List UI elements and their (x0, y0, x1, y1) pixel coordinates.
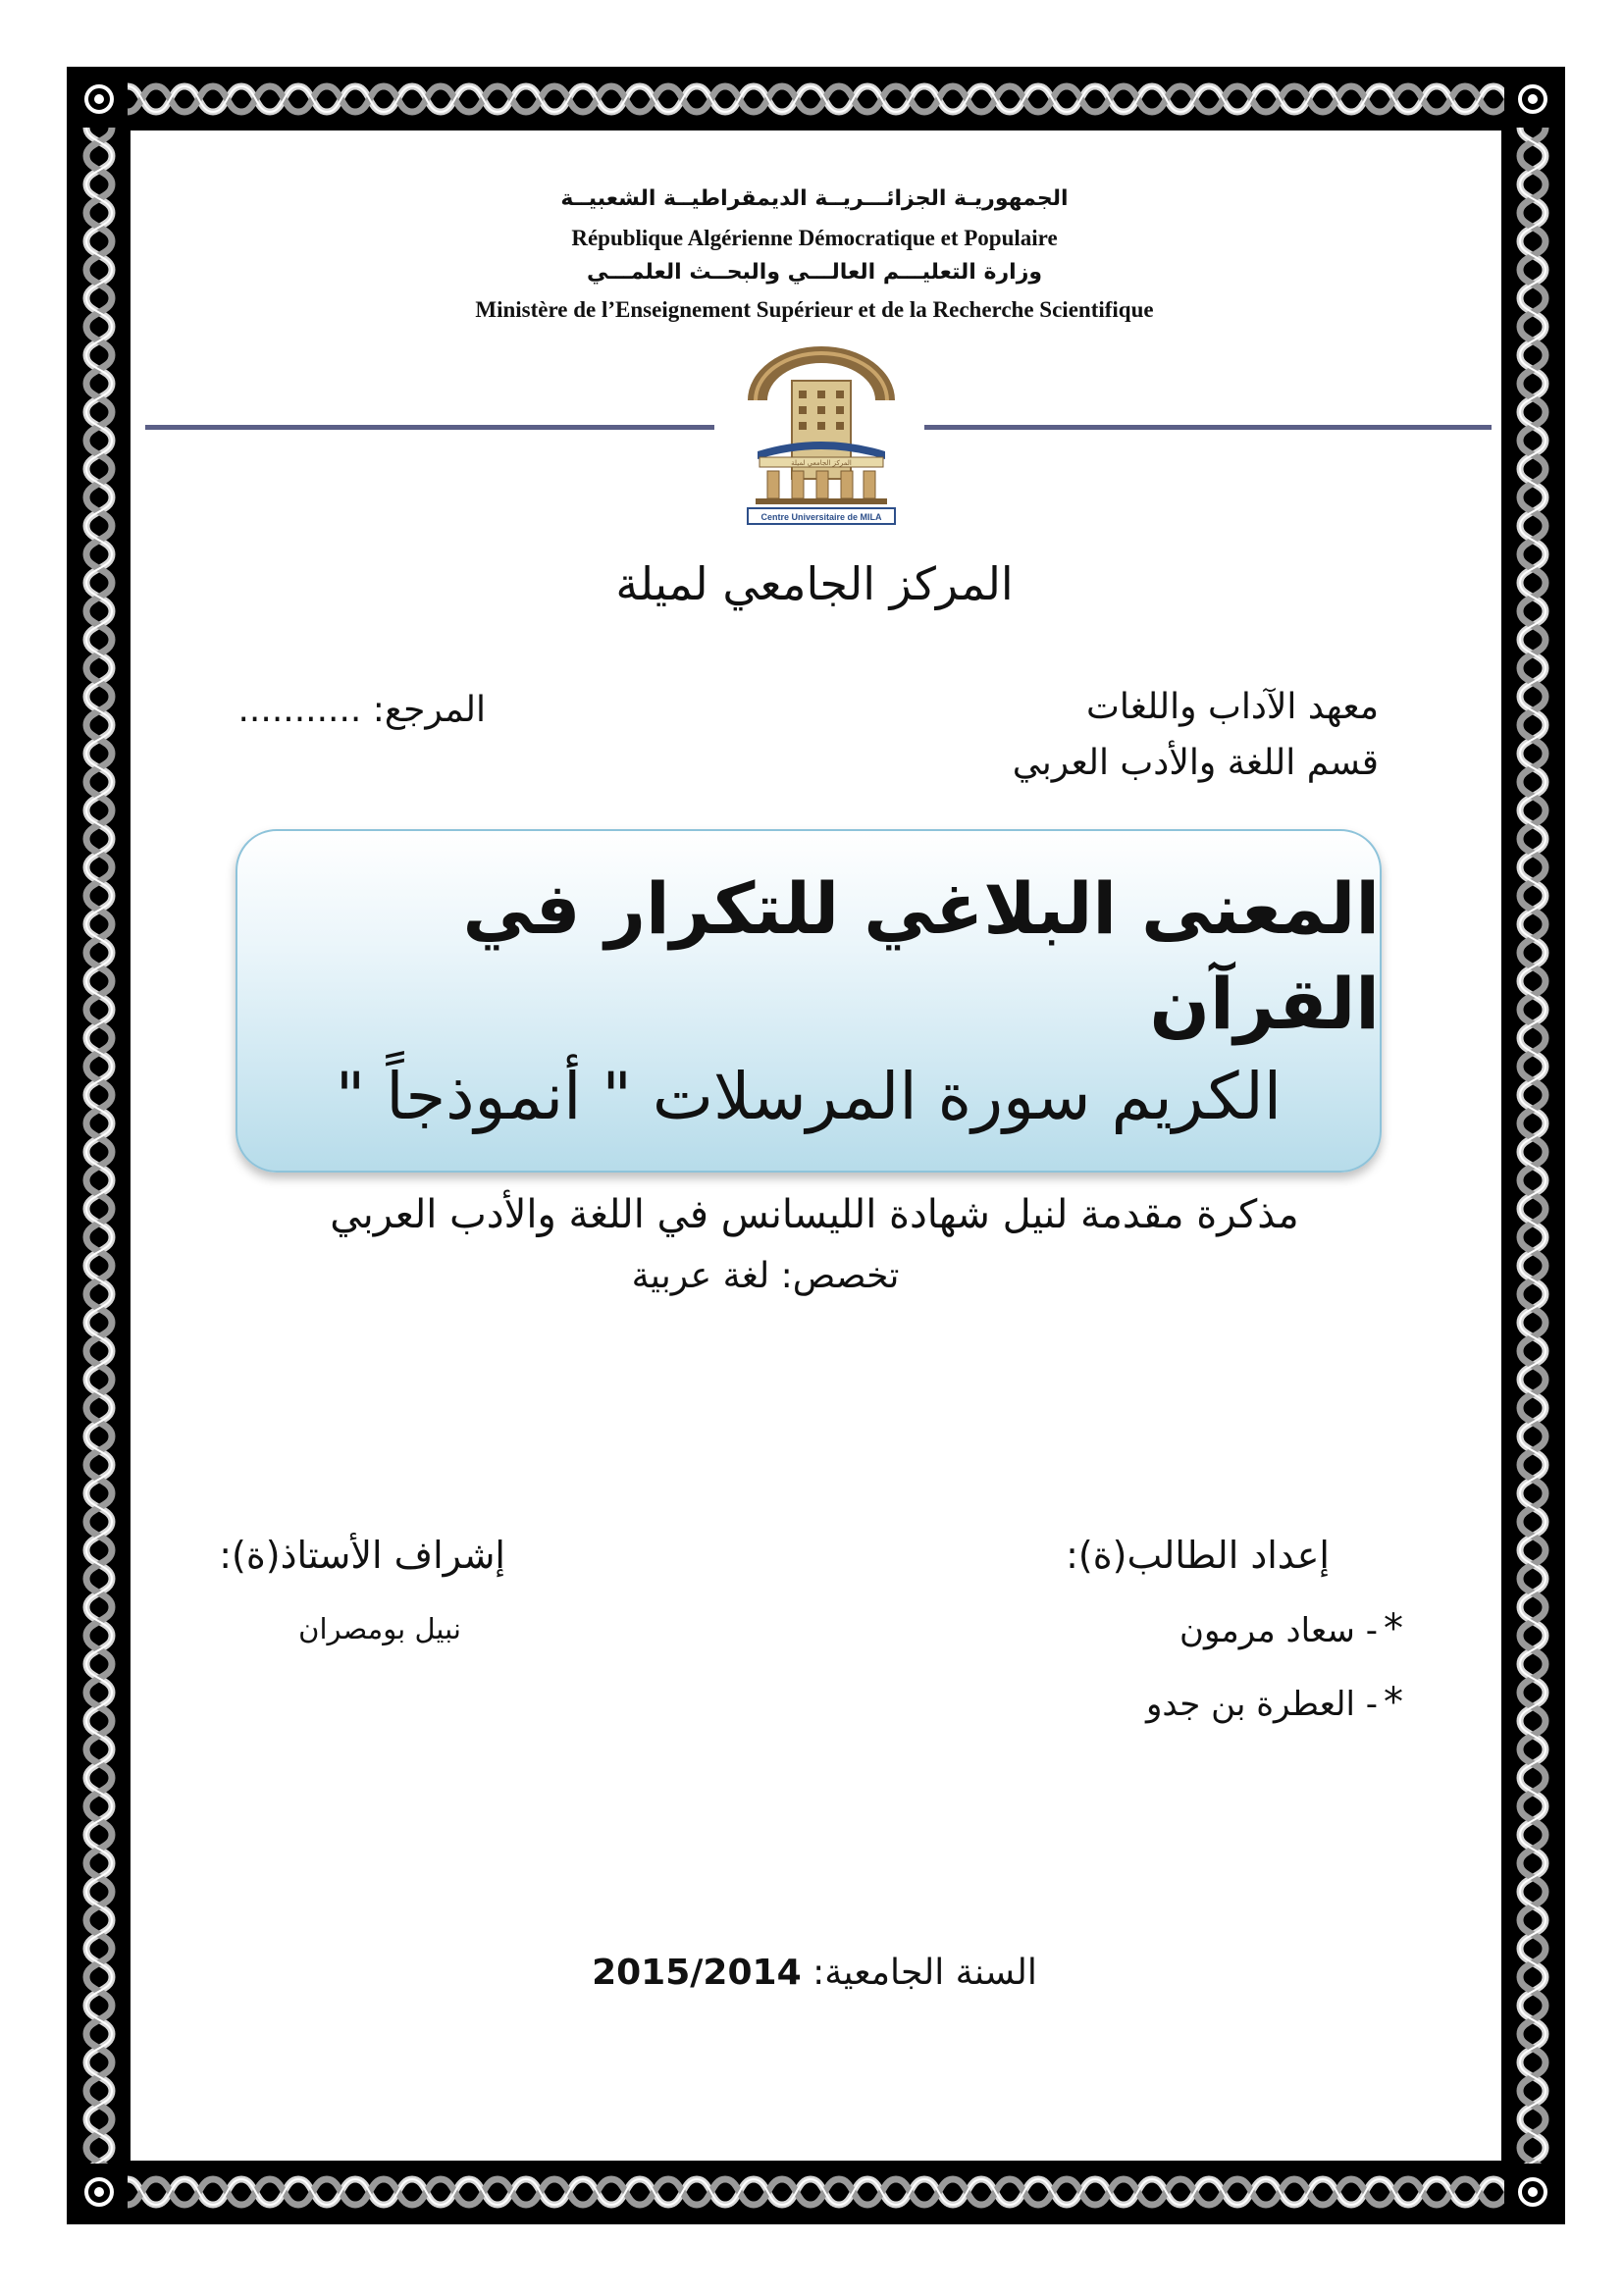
student-name: - سعاد مرمون (1179, 1611, 1378, 1650)
university-logo (738, 341, 905, 528)
student-bullet: * (1384, 1680, 1403, 1725)
center-name: المركز الجامعي لميلة (615, 557, 1014, 610)
header-rule-left (145, 425, 714, 430)
supervisor-name: نبيل بومصران (298, 1612, 461, 1645)
border-right-ornament (1504, 71, 1561, 2220)
student-item (1179, 1606, 1403, 1651)
corner-ornament-bottom-left (71, 2164, 128, 2220)
thesis-title-box (236, 829, 1382, 1173)
student-bullet: * (1384, 1606, 1403, 1651)
header-rule-right (924, 425, 1492, 430)
logo-caption: Centre Universitaire de MILA (760, 512, 882, 522)
prepared-by-label: إعداد الطالب(ة): (1066, 1534, 1330, 1577)
thesis-title-line-2: الكريم سورة المرسلات " أنموذجاً " (335, 1058, 1283, 1134)
ministry-arabic: وزارة التعليـــم العالـــي والبحــث العلمـــي (586, 260, 1043, 285)
supervised-by-label: إشراف الأستاذ(ة): (219, 1534, 505, 1577)
republic-french: République Algérienne Démocratique et Populaire (571, 226, 1058, 250)
border-top-ornament (71, 71, 1561, 128)
memo-purpose: مذكرة مقدمة لنيل شهادة الليسانس في اللغة والأدب العربي (330, 1192, 1299, 1237)
specialty: تخصص: لغة عربية (631, 1256, 900, 1296)
institute-name: معهد الآداب واللغات (1086, 687, 1379, 727)
corner-ornament-bottom-right (1504, 2164, 1561, 2220)
border-bottom-ornament (71, 2164, 1561, 2220)
corner-ornament-top-right (1504, 71, 1561, 128)
republic-arabic: الجمهوريـة الجزائـــريــة الديمقراطيــة الشعبيــة (560, 186, 1069, 211)
student-item (1146, 1680, 1403, 1725)
department-name: قسم اللغة والأدب العربي (1012, 743, 1379, 783)
academic-year (550, 1953, 1079, 1993)
reference-field: المرجع: ........... (237, 690, 486, 730)
thesis-title-line-1: المعنى البلاغي للتكرار في القرآن (462, 867, 1380, 1046)
logo-arabic-banner: المركز الجامعي لميلة (791, 459, 852, 467)
academic-year-label: السنة الجامعية: (812, 1953, 1037, 1993)
academic-year-value: 2015/2014 (592, 1953, 802, 1993)
border-left-ornament (71, 71, 128, 2220)
corner-ornament-top-left (71, 71, 128, 128)
ministry-french: Ministère de l’Enseignement Supérieur et de la Recherche Scientifique (475, 297, 1154, 322)
student-name: - العطرة بن جدو (1146, 1685, 1378, 1724)
